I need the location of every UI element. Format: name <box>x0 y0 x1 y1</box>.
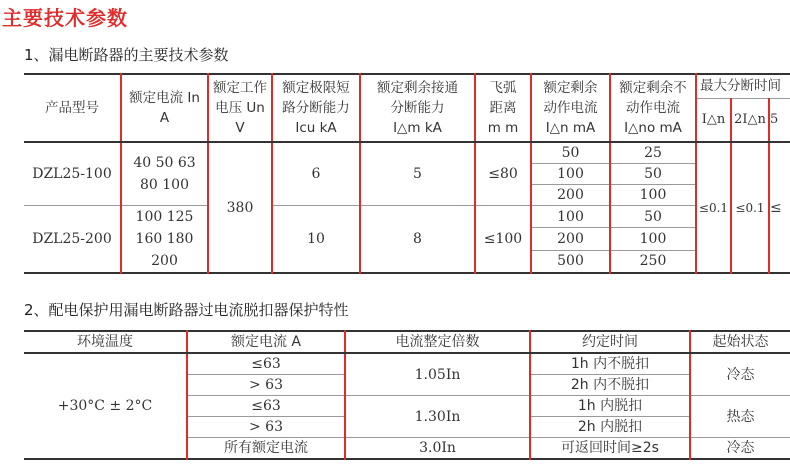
arc-cell: ≤80 <box>475 142 531 206</box>
header-rated-current: 额定电流 A <box>187 331 345 353</box>
nonop-current-cell: 250 <box>610 250 696 273</box>
time-cell: 2h 内脱扣 <box>530 417 690 438</box>
table-row <box>24 206 790 228</box>
op-current-cell: 100 <box>531 206 610 228</box>
current-cell: 40 50 63 80 100 <box>121 142 208 206</box>
header-model: 产品型号 <box>24 74 121 142</box>
section2-title: 2、配电保护用漏电断路器过电流脱扣器保护特性 <box>24 301 349 319</box>
state-cell: 热态 <box>690 396 790 438</box>
state-cell: 冷态 <box>690 353 790 396</box>
state-cell: 冷态 <box>690 438 790 460</box>
current-cell: > 63 <box>187 417 345 438</box>
time-cell: 可返回时间≥2s <box>530 438 690 460</box>
multiple-cell: 1.05In <box>345 353 530 396</box>
multiple-cell: 1.30In <box>345 396 530 438</box>
table-row <box>24 353 790 375</box>
op-current-cell: 100 <box>531 164 610 185</box>
header-rated-current: 额定电流 In A <box>121 74 208 142</box>
time-cell: 1h 内不脱扣 <box>530 353 690 375</box>
header-agreed-time: 约定时间 <box>530 331 690 353</box>
header-time-2x: 2I△n <box>731 98 769 142</box>
op-current-cell: 200 <box>531 228 610 250</box>
overcurrent-table <box>24 330 790 460</box>
current-cell: ≤63 <box>187 396 345 417</box>
section1-title: 1、漏电断路器的主要技术参数 <box>24 46 229 64</box>
time-1x-cell: ≤0.1 <box>696 142 731 273</box>
page-title: 主要技术参数 <box>2 6 128 30</box>
current-cell: > 63 <box>187 375 345 396</box>
multiple-cell: 3.0In <box>345 438 530 460</box>
time-5x-cell: ≤ <box>769 142 790 273</box>
time-cell: 1h 内脱扣 <box>530 396 690 417</box>
idm-cell: 5 <box>360 142 475 206</box>
header-initial-state: 起始状态 <box>690 331 790 353</box>
header-max-break-time: 最大分断时间 <box>696 74 790 98</box>
nonop-current-cell: 25 <box>610 142 696 164</box>
voltage-cell: 380 <box>208 142 272 273</box>
header-residual-nonop: 额定剩余不 动作电流 I△no mA <box>610 74 696 142</box>
header-arc-distance: 飞弧 距离 m m <box>475 74 531 142</box>
model-cell: DZL25-100 <box>24 142 121 206</box>
current-cell: 100 125 160 180 200 <box>121 206 208 274</box>
header-temperature: 环境温度 <box>24 331 187 353</box>
time-2x-cell: ≤0.1 <box>731 142 769 273</box>
header-time-5x: 5 <box>769 98 790 142</box>
current-cell: ≤63 <box>187 353 345 375</box>
temperature-cell: +30°C ± 2°C <box>24 353 187 459</box>
header-residual-make: 额定剩余接通 分断能力 I△m kA <box>360 74 475 142</box>
header-multiple: 电流整定倍数 <box>345 331 530 353</box>
model-cell: DZL25-200 <box>24 206 121 274</box>
icu-cell: 10 <box>272 206 360 274</box>
current-cell: 所有额定电流 <box>187 438 345 460</box>
tech-params-table <box>24 73 790 274</box>
header-limit-break: 额定极限短 路分断能力 Icu kA <box>272 74 360 142</box>
nonop-current-cell: 50 <box>610 206 696 228</box>
arc-cell: ≤100 <box>475 206 531 274</box>
op-current-cell: 50 <box>531 142 610 164</box>
nonop-current-cell: 50 <box>610 164 696 185</box>
nonop-current-cell: 100 <box>610 228 696 250</box>
table-row <box>24 142 790 164</box>
header-time-1x: I△n <box>696 98 731 142</box>
time-cell: 2h 内不脱扣 <box>530 375 690 396</box>
op-current-cell: 500 <box>531 250 610 273</box>
op-current-cell: 200 <box>531 185 610 206</box>
nonop-current-cell: 100 <box>610 185 696 206</box>
header-rated-voltage: 额定工作 电压 Un V <box>208 74 272 142</box>
icu-cell: 6 <box>272 142 360 206</box>
header-residual-op: 额定剩余 动作电流 I△n mA <box>531 74 610 142</box>
idm-cell: 8 <box>360 206 475 274</box>
